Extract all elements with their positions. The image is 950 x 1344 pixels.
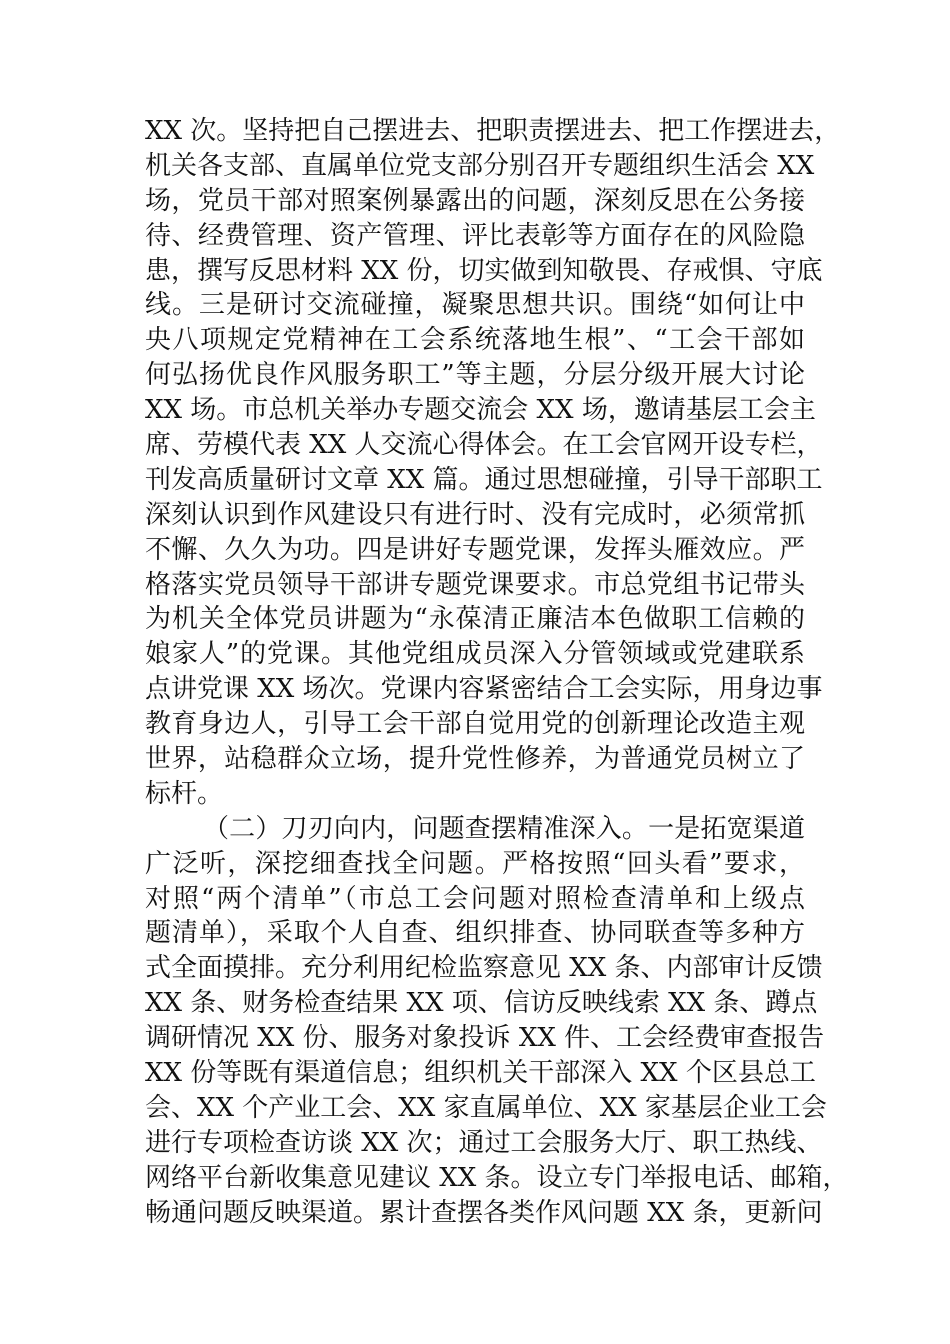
text-line: 格落实党员领导干部讲专题党课要求。市总党组书记带头 xyxy=(145,569,805,600)
text-line: 网络平台新收集意见建议 XX 条。设立专门举报电话、邮箱， xyxy=(145,1162,849,1193)
text-line: 调研情况 XX 份、服务对象投诉 XX 件、工会经费审查报告 xyxy=(145,1023,825,1054)
text-line: 题清单），采取个人自查、组织排查、协同联查等多种方 xyxy=(145,918,805,949)
text-line: 线。三是研讨交流碰撞，凝聚思想共识。围绕“如何让中 xyxy=(145,290,805,321)
text-line: 患，撰写反思材料 XX 份，切实做到知敬畏、存戒惧、守底 xyxy=(145,255,823,286)
text-line: XX 条、财务检查结果 XX 项、信访反映线索 XX 条、蹲点 xyxy=(145,988,818,1019)
text-line: 深刻认识到作风建设只有进行时、没有完成时，必须常抓 xyxy=(145,499,805,530)
text-line: 不懈、久久为功。四是讲好专题党课，发挥头雁效应。严 xyxy=(145,534,805,565)
document-body xyxy=(145,114,849,1231)
text-line: 教育身边人，引导工会干部自觉用党的创新理论改造主观 xyxy=(145,709,805,740)
text-line: XX 场。市总机关举办专题交流会 XX 场，邀请基层工会主 xyxy=(145,395,816,426)
text-line: 为机关全体党员讲题为“永葆清正廉洁本色做职工信赖的 xyxy=(145,604,805,635)
text-line: 畅通问题反映渠道。累计查摆各类作风问题 XX 条，更新问 xyxy=(145,1197,823,1228)
text-line: 广泛听，深挖细查找全问题。严格按照“回头看”要求， xyxy=(145,848,805,879)
text-line: XX 次。坚持把自己摆进去、把职责摆进去、把工作摆进去， xyxy=(145,116,841,146)
paragraph-end-line: 标杆。 xyxy=(145,778,224,809)
text-line: XX 份等既有渠道信息；组织机关干部深入 XX 个区县总工 xyxy=(145,1058,816,1089)
text-line: 娘家人”的党课。其他党组成员深入分管领域或党建联系 xyxy=(145,639,805,670)
text-line: 式全面摸排。充分利用纪检监察意见 XX 条、内部审计反馈 xyxy=(145,953,823,984)
text-line: 刊发高质量研讨文章 XX 篇。通过思想碰撞，引导干部职工 xyxy=(145,464,823,495)
text-line: 机关各支部、直属单位党支部分别召开专题组织生活会 XX xyxy=(145,150,815,181)
text-line: 会、XX 个产业工会、XX 家直属单位、XX 家基层企业工会 xyxy=(145,1092,827,1123)
text-line: 进行专项检查访谈 XX 次；通过工会服务大厅、职工热线、 xyxy=(145,1127,823,1158)
text-line: 待、经费管理、资产管理、评比表彰等方面存在的风险隐 xyxy=(145,220,805,251)
text-line: 何弘扬优良作风服务职工”等主题，分层分级开展大讨论 xyxy=(145,360,805,391)
section-heading-line: （二）刀刃向内，问题查摆精准深入。一是拓宽渠道 xyxy=(203,813,805,844)
text-line: 席、劳模代表 XX 人交流心得体会。在工会官网开设专栏， xyxy=(145,430,823,461)
text-line: 点讲党课 XX 场次。党课内容紧密结合工会实际，用身边事 xyxy=(145,674,823,705)
text-line: 央八项规定党精神在工会系统落地生根”、“工会干部如 xyxy=(145,325,805,356)
text-line: 世界，站稳群众立场，提升党性修养，为普通党员树立了 xyxy=(145,744,805,775)
text-line: 对照“两个清单”（市总工会问题对照检查清单和上级点 xyxy=(145,883,805,914)
text-line: 场，党员干部对照案例暴露出的问题，深刻反思在公务接 xyxy=(145,185,805,216)
